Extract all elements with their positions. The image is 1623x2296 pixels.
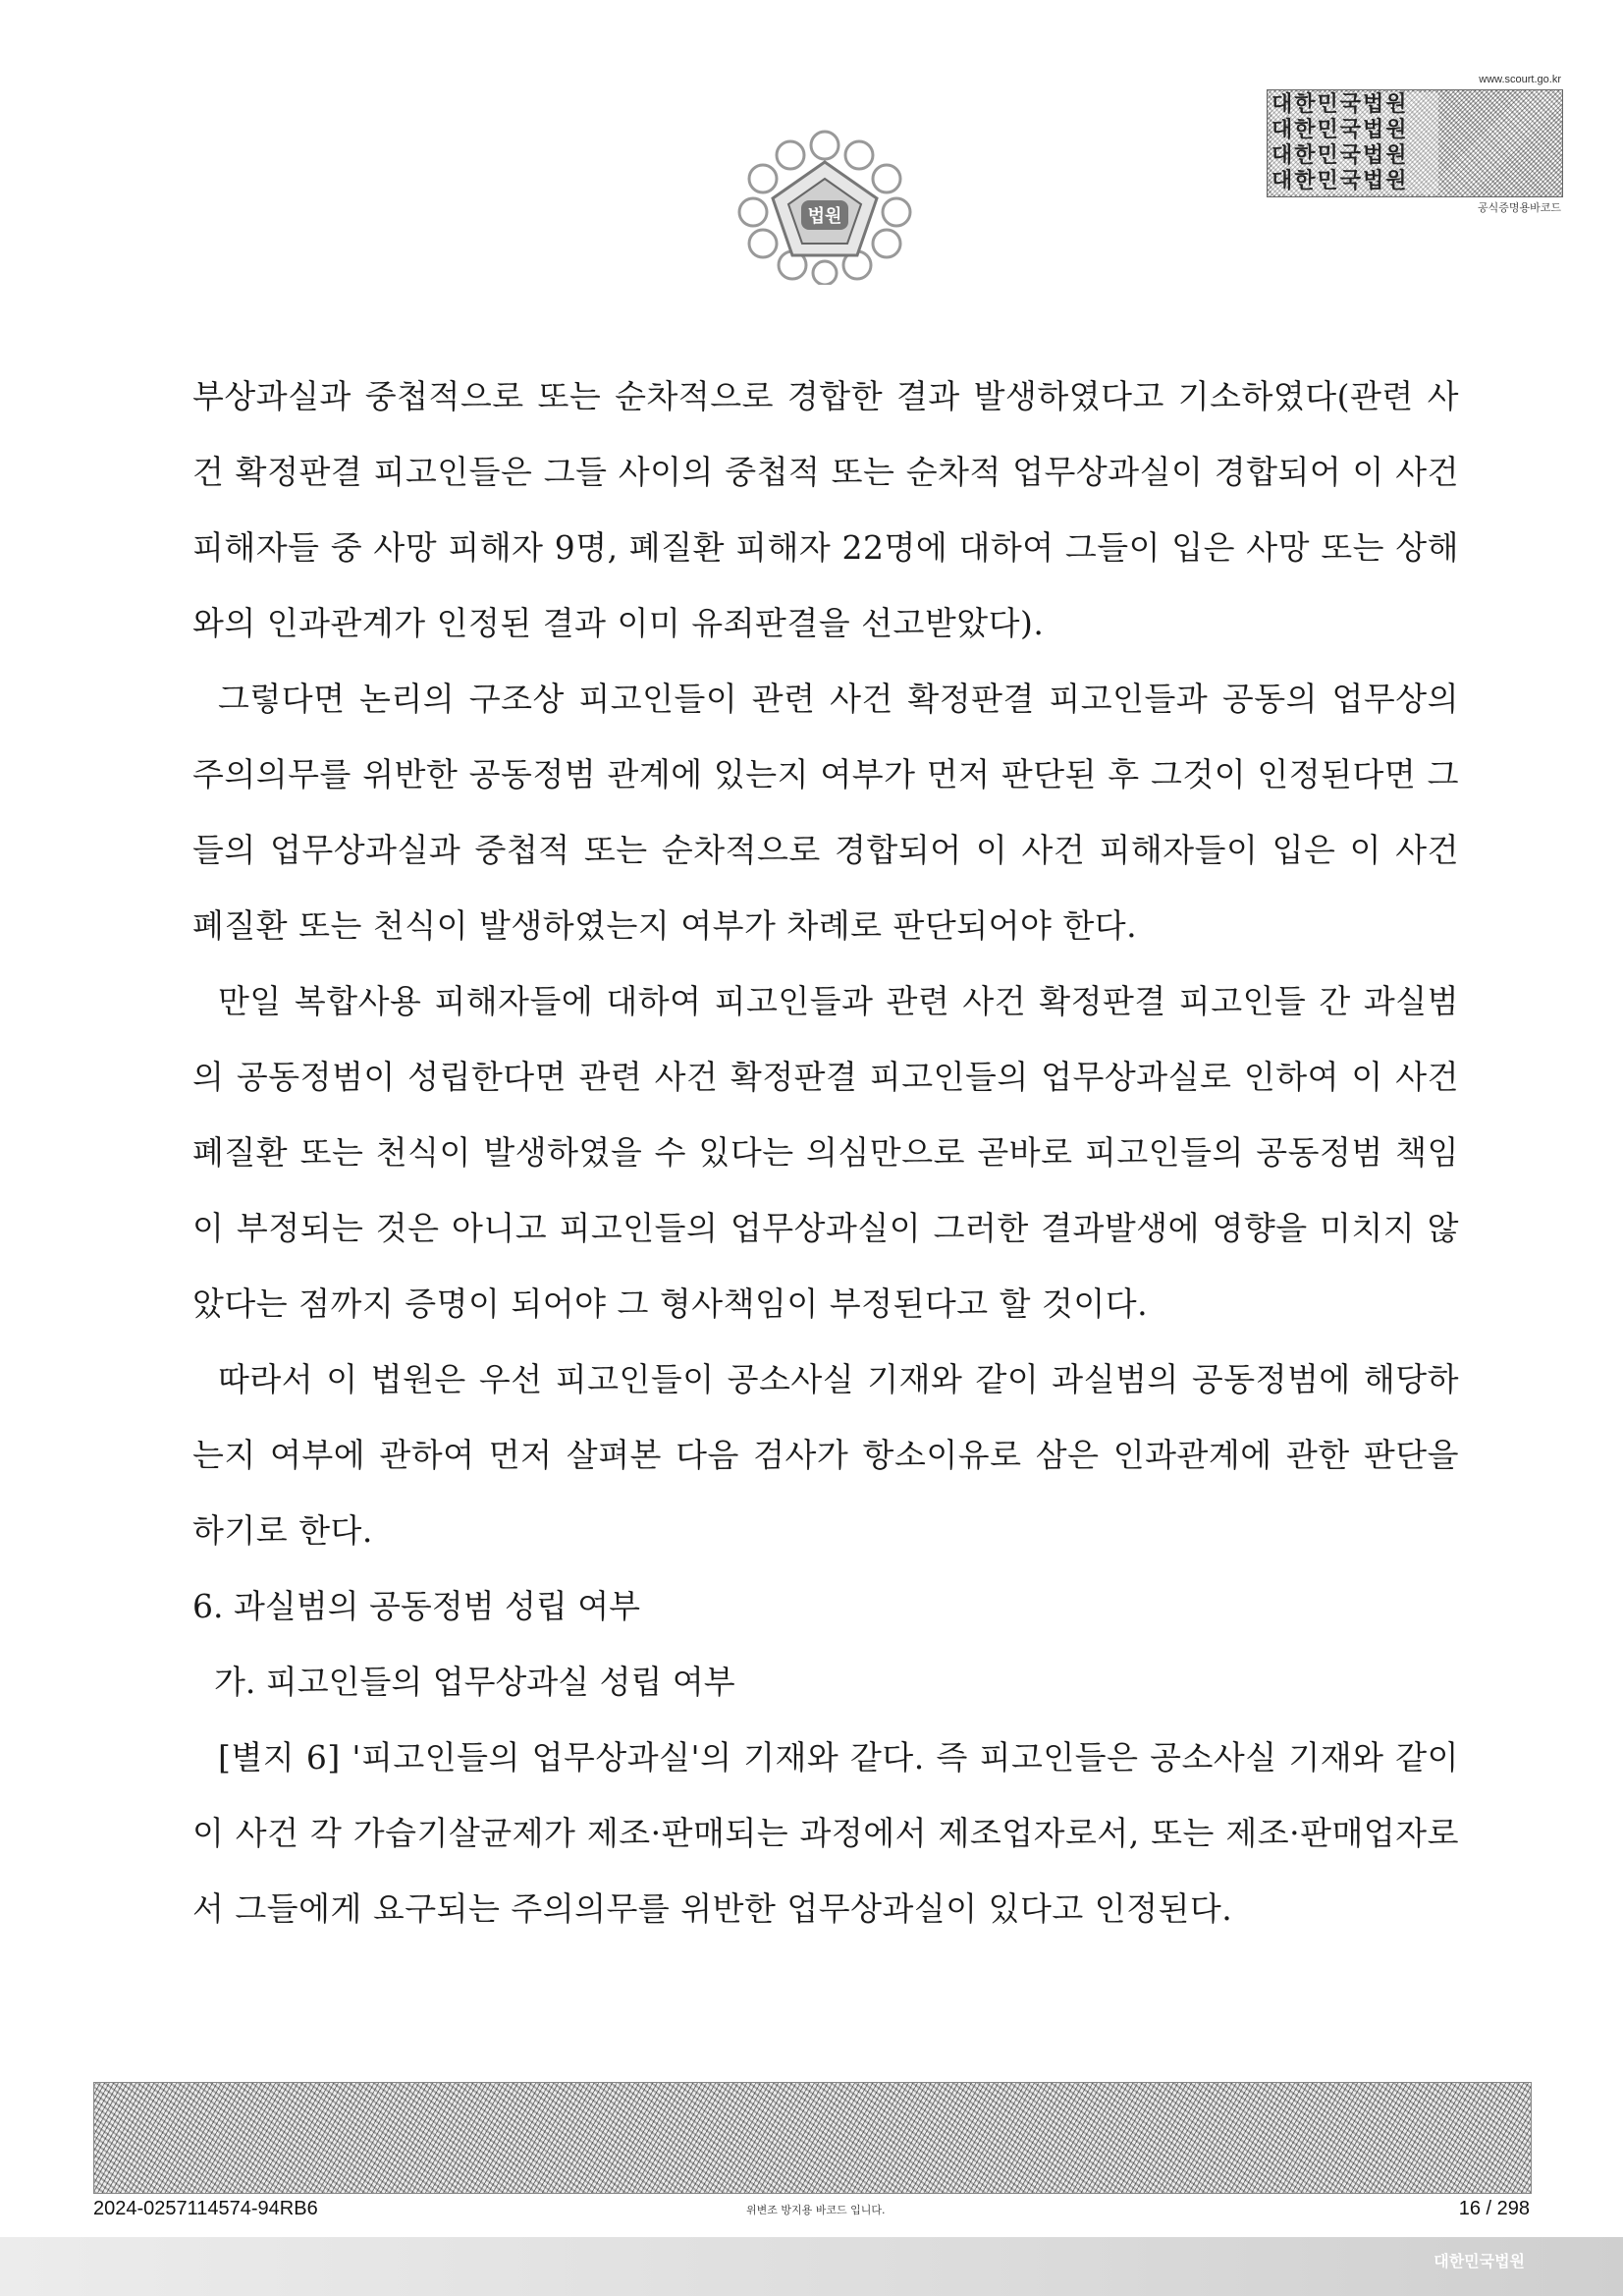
stamp-caption: 공식증명용바코드 [1477,202,1561,214]
body-paragraph: 부상과실과 중첩적으로 또는 순차적으로 경합한 결과 발생하였다고 기소하였다(관련 사건 확정판결 피고인들은 그들 사이의 중첩적 또는 순차적 업무상과실이 경합되어 이 사건 피해자들 중 사망 피해자 9명, 폐질환 피해자 22명에 대하여 그들이 입은 사망 또는 상해와의 인과관계가 인정된 결과 이미 유죄판결을 선고받았다). [192,377,1459,642]
court-emblem [731,118,918,285]
document-id: 2024-0257114574-94RB6 [93,2198,318,2219]
body-paragraph: 만일 복합사용 피해자들에 대하여 피고인들과 관련 사건 확정판결 피고인들 간 과실범의 공동정범이 성립한다면 관련 사건 확정판결 피고인들의 업무상과실로 인하여 이 사건 폐질환 또는 천식이 발생하였을 수 있다는 의심만으로 곧바로 피고인들의 공동정범 책임이 부정되는 것은 아니고 피고인들의 업무상과실이 그러한 결과발생에 영향을 미치지 않았다는 점까지 증명이 되어야 그 형사책임이 부정된다고 할 것이다. [192,982,1459,1323]
stamp-line: 대한민국법원 [1271,118,1438,143]
verification-stamp [1267,74,1561,214]
section-heading: 6. 과실범의 공동정범 성립 여부 [192,1587,640,1625]
anti-forgery-barcode [93,2082,1532,2194]
subsection-heading: 가. 피고인들의 업무상과실 성립 여부 [214,1663,735,1701]
page-number: 16 / 298 [1458,2198,1530,2219]
stamp-line: 대한민국법원 [1271,92,1438,118]
stamp-barcode [1267,89,1563,197]
body-paragraph: 따라서 이 법원은 우선 피고인들이 공소사실 기재와 같이 과실범의 공동정범에 해당하는지 여부에 관하여 먼저 살펴본 다음 검사가 항소이유로 삼은 인과관계에 관한 판단을 하기로 한다. [192,1360,1459,1550]
bottom-band [0,2237,1623,2296]
body-paragraph: [별지 6] '피고인들의 업무상과실'의 기재와 같다. 즉 피고인들은 공소사실 기재와 같이 이 사건 각 가습기살균제가 제조·판매되는 과정에서 제조업자로서, 또는 제조·판매업자로서 그들에게 요구되는 주의의무를 위반한 업무상과실이 있다고 인정된다. [192,1738,1459,1928]
emblem-label: 법원 [807,206,842,227]
stamp-line: 대한민국법원 [1271,143,1438,169]
court-watermark: 대한민국법원 [1434,2252,1525,2270]
body-paragraph: 그렇다면 논리의 구조상 피고인들이 관련 사건 확정판결 피고인들과 공동의 업무상의 주의의무를 위반한 공동정범 관계에 있는지 여부가 먼저 판단된 후 그것이 인정된다면 그들의 업무상과실과 중첩적 또는 순차적으로 경합되어 이 사건 피해자들이 입은 이 사건 폐질환 또는 천식이 발생하였는지 여부가 차례로 판단되어야 한다. [192,680,1459,945]
barcode-note: 위변조 방지용 바코드 입니다. [746,2204,886,2216]
document-body [192,358,1459,1946]
stamp-url: www.scourt.go.kr [1479,74,1561,85]
stamp-line: 대한민국법원 [1271,169,1438,194]
